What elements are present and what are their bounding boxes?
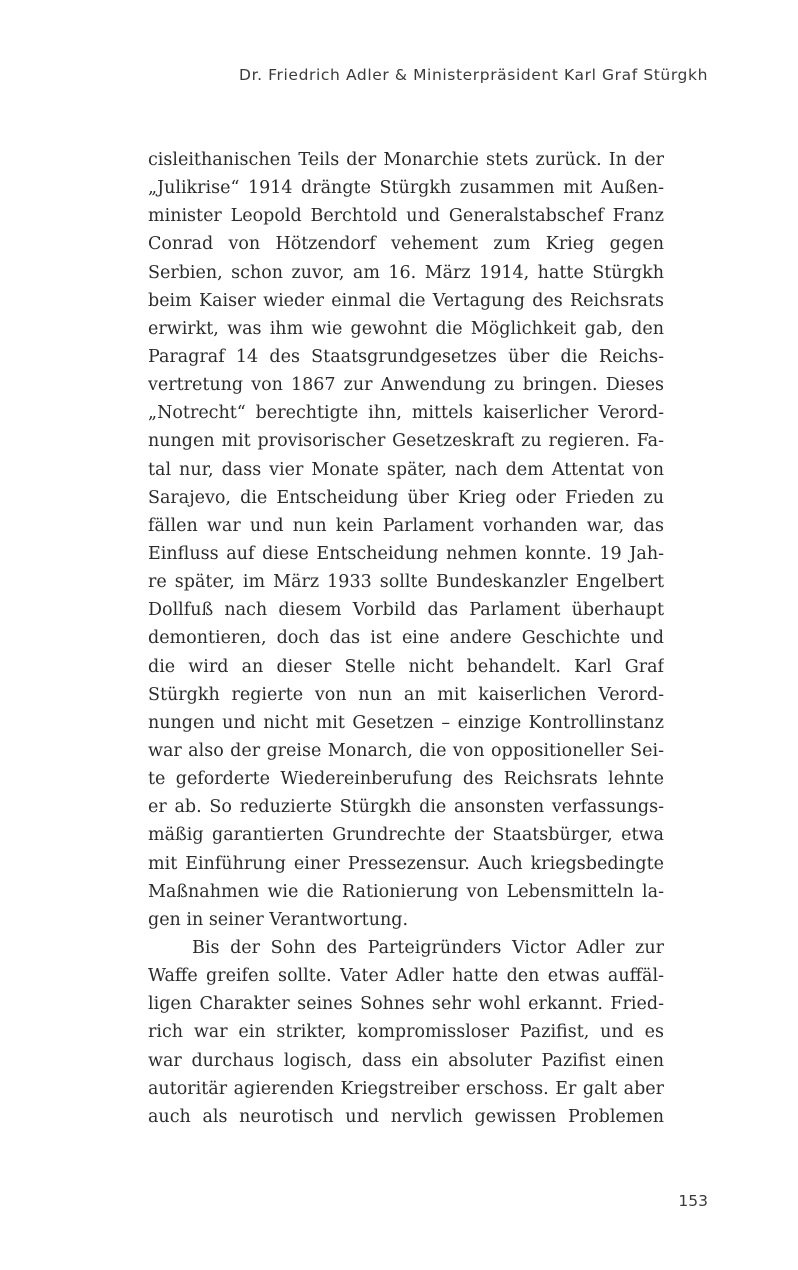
text-line: minister Leopold Berchtold und Generalstabschef Franz [148, 206, 664, 227]
text-line: mäßig garantierten Grundrechte der Staatsbürger, etwa [148, 825, 664, 846]
text-line: fällen war und nun kein Parlament vorhanden war, das [148, 515, 664, 536]
text-line: Serbien, schon zuvor, am 16. März 1914, hatte Stürgkh [148, 262, 664, 283]
text-line: ligen Charakter seines Sohnes sehr wohl erkannt. Fried- [148, 994, 664, 1015]
page-number: 153 [678, 1192, 708, 1210]
text-line: Dollfuß nach diesem Vorbild das Parlament überhaupt [148, 600, 664, 621]
text-line: beim Kaiser wieder einmal die Vertagung des Reichsrats [148, 290, 664, 311]
text-line: Conrad von Hötzendorf vehement zum Krieg gegen [148, 234, 664, 255]
text-line: „Notrecht“ berechtigte ihn, mittels kaiserlicher Verord- [148, 403, 664, 424]
text-line: re später, im März 1933 sollte Bundeskanzler Engelbert [148, 572, 664, 593]
body-text [148, 146, 664, 1131]
text-line: Bis der Sohn des Parteigründers Victor Adler zur [192, 937, 664, 958]
text-line: vertretung von 1867 zur Anwendung zu bringen. Dieses [148, 375, 664, 396]
text-line: nungen mit provisorischer Gesetzeskraft zu regieren. Fa- [148, 431, 664, 452]
text-line: erwirkt, was ihm wie gewohnt die Möglichkeit gab, den [148, 318, 664, 339]
text-line: auch als neurotisch und nervlich gewissen Problemen [148, 1106, 664, 1127]
text-line: Maßnahmen wie die Rationierung von Lebensmitteln la- [148, 881, 664, 902]
text-line: die wird an dieser Stelle nicht behandelt. Karl Graf [148, 656, 664, 677]
text-line: te geforderte Wiedereinberufung des Reichsrats lehnte [148, 769, 664, 790]
text-line: mit Einführung einer Pressezensur. Auch kriegsbedingte [148, 853, 664, 874]
text-line: Stürgkh regierte von nun an mit kaiserlichen Verord- [148, 684, 664, 705]
text-line: rich war ein strikter, kompromissloser Pazifist, und es [148, 1022, 664, 1043]
text-line: demontieren, doch das ist eine andere Geschichte und [148, 628, 664, 649]
text-line: Einfluss auf diese Entscheidung nehmen konnte. 19 Jah- [148, 543, 664, 564]
text-line: cisleithanischen Teils der Monarchie stets zurück. In der [148, 150, 664, 170]
text-line: war also der greise Monarch, die von oppositioneller Sei- [148, 740, 664, 761]
running-header: Dr. Friedrich Adler & Ministerpräsident Karl Graf Stürgkh [239, 66, 708, 84]
text-line: nungen und nicht mit Gesetzen – einzige Kontrollinstanz [148, 712, 664, 733]
text-line: er ab. So reduzierte Stürgkh die ansonsten verfassungs- [148, 797, 664, 818]
text-line: war durchaus logisch, dass ein absoluter Pazifist einen [148, 1050, 664, 1071]
text-line: autoritär agierenden Kriegstreiber erschoss. Er galt aber [148, 1078, 664, 1099]
text-line: tal nur, dass vier Monate später, nach dem Attentat von [148, 459, 664, 480]
text-line: Sarajevo, die Entscheidung über Krieg oder Frieden zu [148, 487, 664, 508]
paragraph-1 [148, 146, 664, 934]
text-line: „Julikrise“ 1914 drängte Stürgkh zusammen mit Außen- [148, 178, 664, 199]
text-line: gen in seiner Verantwortung. [148, 909, 409, 930]
paragraph-2 [148, 934, 664, 1131]
text-line: Waffe greifen sollte. Vater Adler hatte den etwas auffäl- [148, 966, 664, 987]
text-line: Paragraf 14 des Staatsgrundgesetzes über die Reichs- [148, 346, 664, 367]
